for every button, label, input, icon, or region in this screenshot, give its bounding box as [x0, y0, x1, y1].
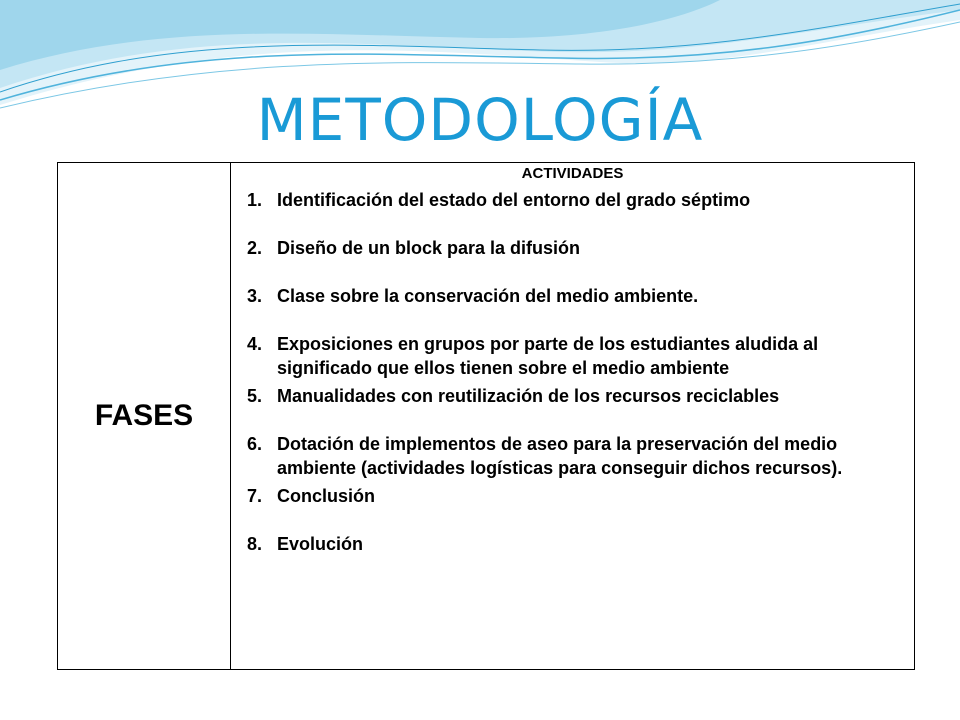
item-text: Conclusión	[277, 486, 375, 506]
list-item	[239, 432, 906, 480]
item-number: 7.	[247, 486, 263, 506]
list-item	[239, 332, 906, 380]
activities-cell	[231, 163, 915, 670]
list-item	[239, 188, 906, 212]
list-item	[239, 236, 906, 260]
item-text: Identificación del estado del entorno del grado séptimo	[277, 190, 751, 210]
item-number: 3.	[247, 286, 263, 306]
item-number: 5.	[247, 386, 263, 406]
item-text: Clase sobre la conservación del medio ambiente.	[277, 286, 699, 306]
item-number: 1.	[247, 190, 263, 210]
item-number: 8.	[247, 534, 263, 554]
table-row	[58, 163, 915, 670]
page-title: METODOLOGÍA	[256, 86, 704, 154]
list-item	[239, 532, 906, 556]
item-text: Manualidades con reutilización de los recursos reciclables	[277, 386, 780, 406]
item-number: 6.	[247, 434, 263, 454]
methodology-table	[57, 162, 915, 670]
item-text: Exposiciones en grupos por parte de los estudiantes aludida al significado que ellos tienen sobre el medio ambiente	[277, 334, 819, 378]
item-text: Diseño de un block para la difusión	[277, 238, 581, 258]
activities-heading: ACTIVIDADES	[521, 165, 624, 182]
item-number: 4.	[247, 334, 263, 354]
phases-cell	[58, 163, 231, 670]
phases-label: FASES	[94, 399, 194, 432]
item-text: Dotación de implementos de aseo para la preservación del medio ambiente (actividades logísticas para conseguir dichos recursos).	[277, 434, 843, 478]
list-item	[239, 284, 906, 308]
list-item	[239, 384, 906, 408]
item-number: 2.	[247, 238, 263, 258]
item-text: Evolución	[277, 534, 364, 554]
activities-list	[239, 188, 906, 556]
list-item	[239, 484, 906, 508]
